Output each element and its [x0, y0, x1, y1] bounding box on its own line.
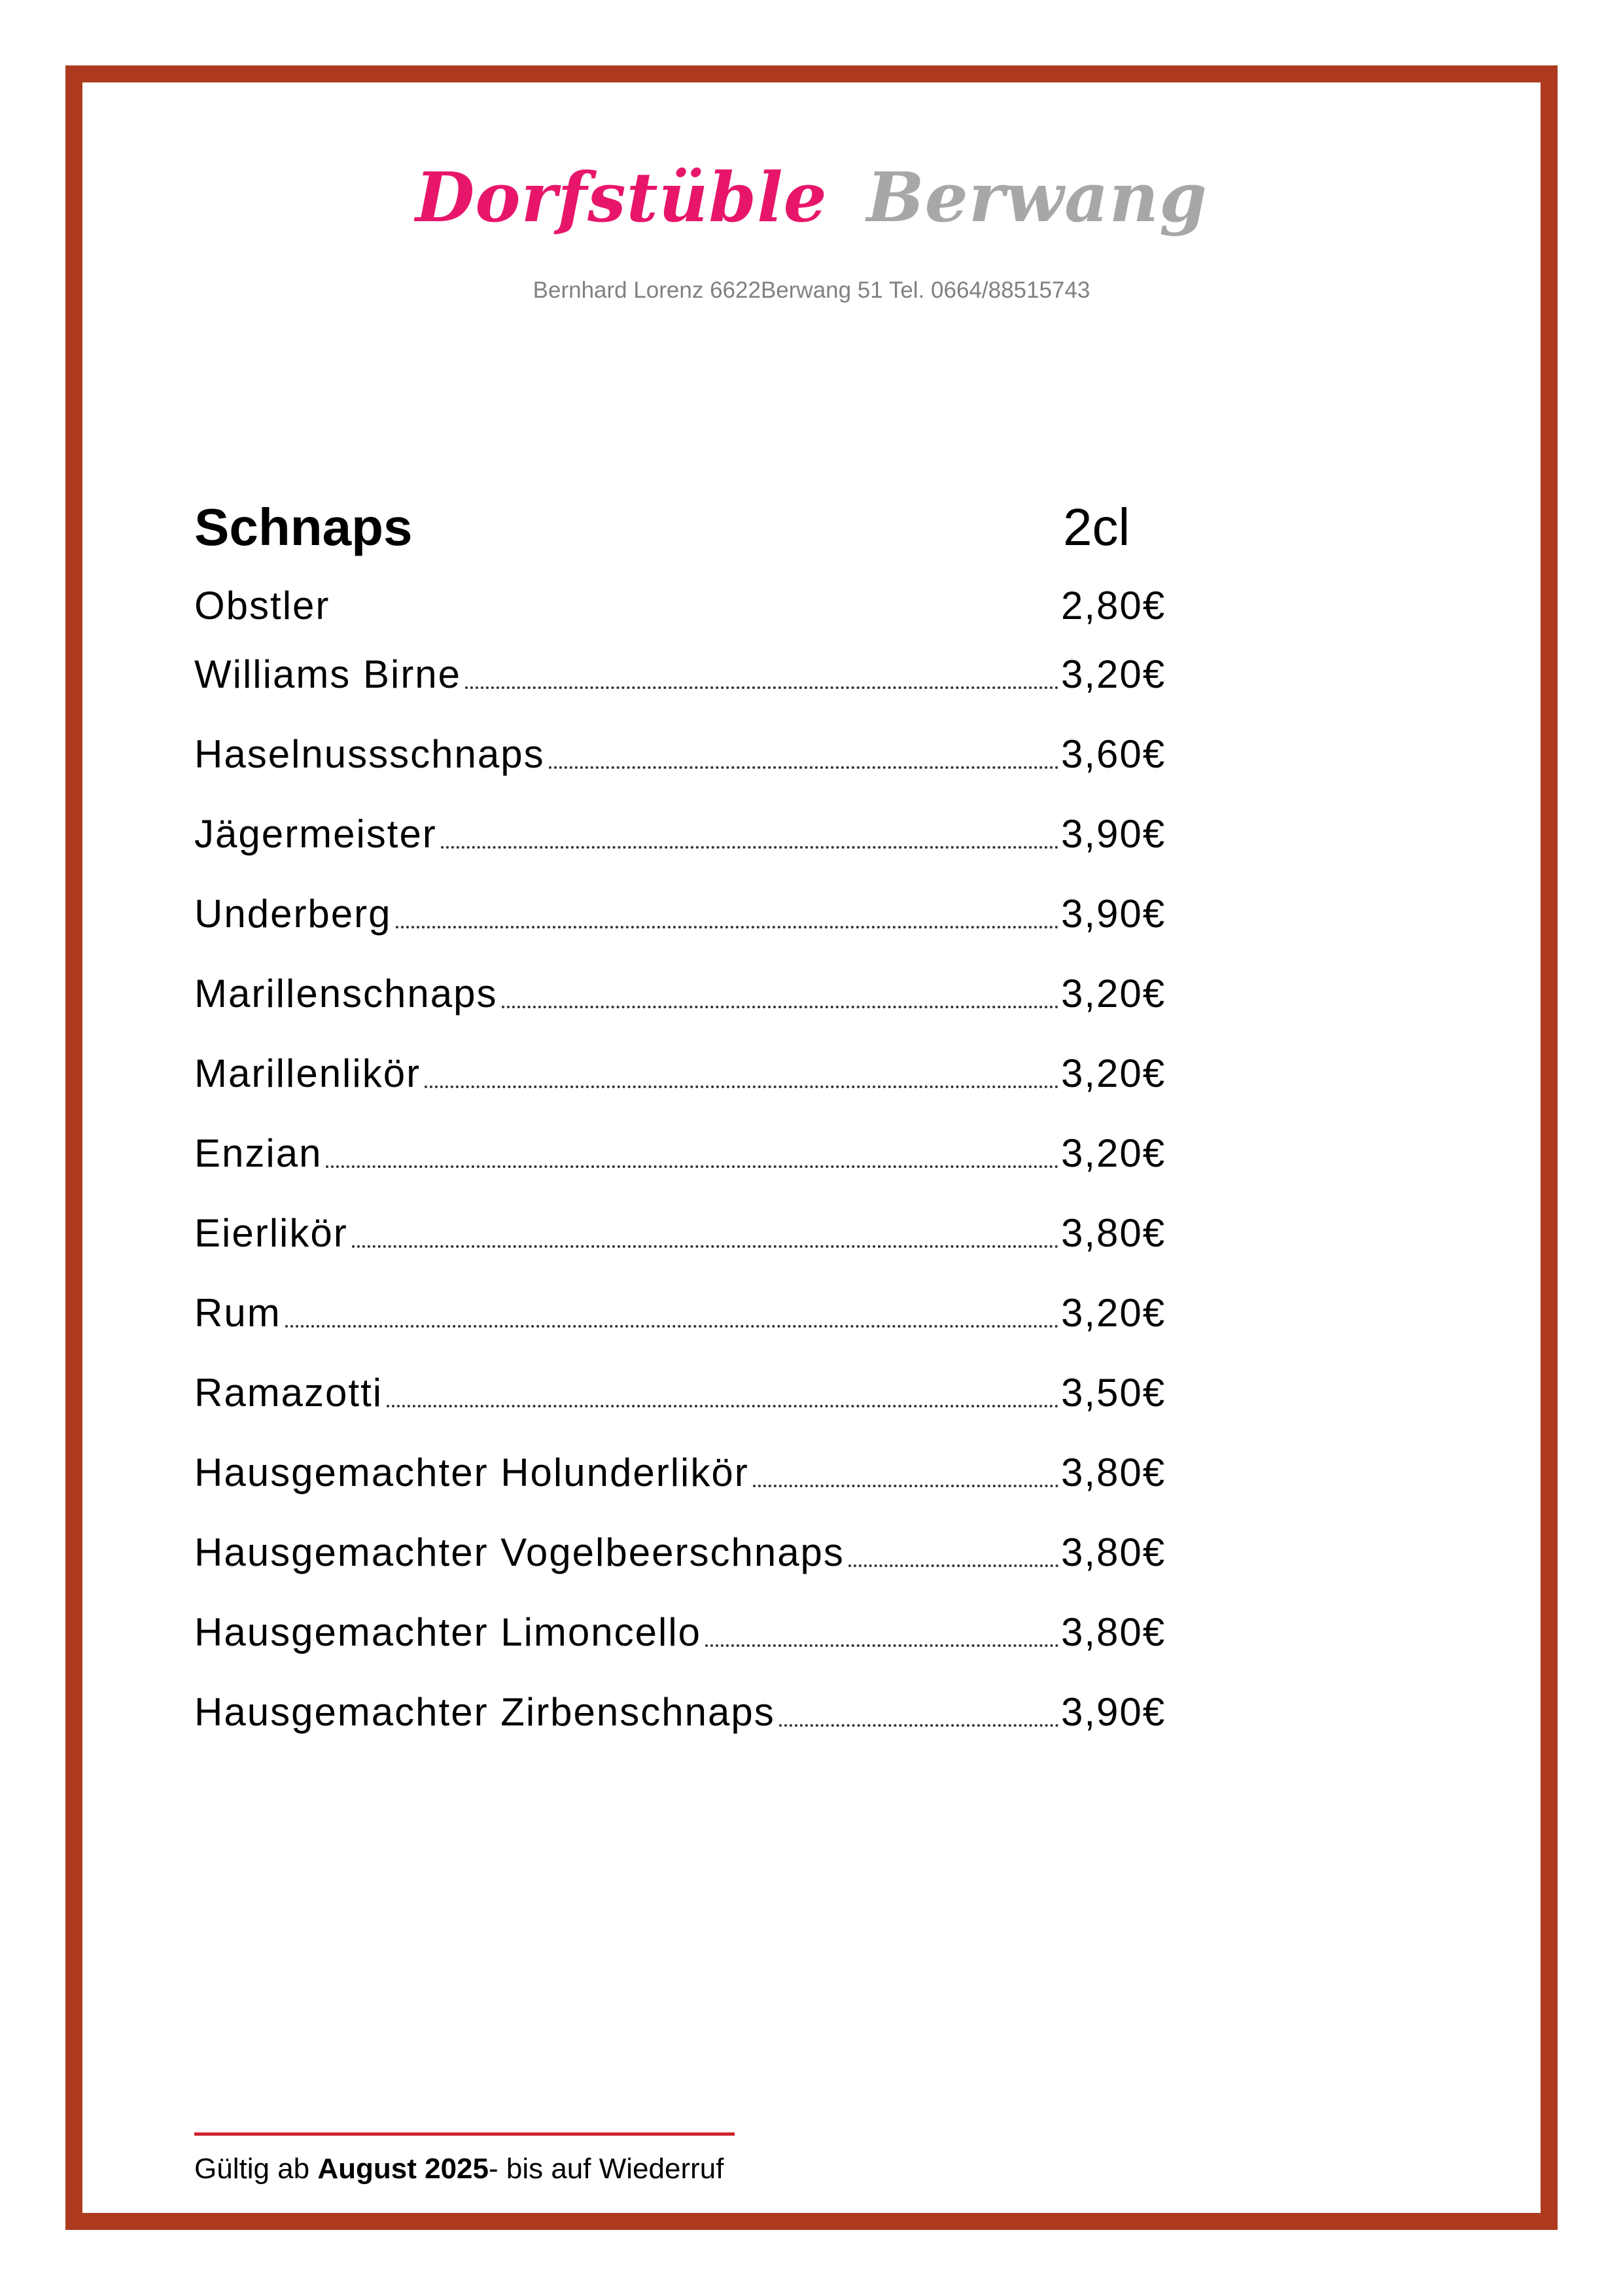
dot-leader: [326, 1165, 1058, 1168]
item-name: Enzian: [194, 1131, 323, 1175]
item-price: 3,20€: [1061, 972, 1166, 1016]
item-price: 3,90€: [1061, 1690, 1166, 1734]
menu-title: Schnaps: [194, 498, 413, 556]
item-price: 3,20€: [1061, 1291, 1166, 1335]
item-name: Eierlikör: [194, 1211, 348, 1255]
item-name: Hausgemachter Limoncello: [194, 1610, 702, 1654]
brand-logo: [0, 157, 1623, 238]
dot-leader: [502, 1006, 1058, 1008]
address-line: Bernhard Lorenz 6622Berwang 51 Tel. 0664/88515743: [532, 277, 1091, 303]
item-price: 3,90€: [1061, 892, 1166, 936]
dot-leader: [779, 1724, 1058, 1727]
brand-name-first: Dorfstüble: [415, 157, 828, 238]
list-item: [194, 1443, 1176, 1495]
list-item: [194, 884, 1176, 936]
list-item: [194, 724, 1176, 777]
dot-leader: [285, 1325, 1058, 1328]
item-name: Marillenlikör: [194, 1051, 421, 1095]
dot-leader: [705, 1644, 1058, 1647]
item-price: 3,80€: [1061, 1530, 1166, 1574]
item-name: Ramazotti: [194, 1371, 383, 1415]
validity-prefix: Gültig ab: [194, 2153, 318, 2185]
item-price: 3,80€: [1061, 1451, 1166, 1494]
validity-suffix: - bis auf Wiederruf: [488, 2153, 724, 2185]
list-item: [194, 576, 1176, 628]
item-name: Williams Birne: [194, 652, 462, 696]
item-name: Hausgemachter Vogelbeerschnaps: [194, 1530, 845, 1574]
dot-leader: [753, 1485, 1058, 1487]
item-price: 3,80€: [1061, 1211, 1166, 1255]
item-price: 3,80€: [1061, 1610, 1166, 1654]
list-item: [194, 1044, 1176, 1096]
list-item: [194, 645, 1176, 697]
item-name: Underberg: [194, 892, 392, 936]
item-price: 3,50€: [1061, 1371, 1166, 1415]
item-price: 3,60€: [1061, 732, 1166, 776]
item-name: Marillenschnaps: [194, 972, 498, 1016]
list-item: [194, 1682, 1176, 1735]
item-name: Obstler: [194, 584, 330, 627]
item-name: Hausgemachter Holunderlikör: [194, 1451, 749, 1494]
list-item: [194, 1602, 1176, 1655]
list-item: [194, 1123, 1176, 1176]
list-item: [194, 1203, 1176, 1256]
item-price: 2,80€: [1061, 584, 1166, 627]
list-item: [194, 1283, 1176, 1335]
dot-leader: [425, 1086, 1058, 1088]
dot-leader: [441, 846, 1058, 849]
validity-note: [194, 2153, 724, 2185]
list-item: [194, 804, 1176, 857]
validity-date: August 2025: [317, 2153, 489, 2185]
item-price: 3,20€: [1061, 652, 1166, 696]
item-price: 3,90€: [1061, 812, 1166, 856]
list-item: [194, 964, 1176, 1016]
item-name: Hausgemachter Zirbenschnaps: [194, 1690, 775, 1734]
dot-leader: [848, 1564, 1058, 1567]
dot-leader: [465, 686, 1058, 689]
item-name: Haselnussschnaps: [194, 732, 545, 776]
brand-name-second: Berwang: [866, 157, 1208, 238]
dot-leader: [396, 926, 1058, 928]
dot-leader: [549, 766, 1058, 769]
item-price: 3,20€: [1061, 1051, 1166, 1095]
list-item: [194, 1523, 1176, 1575]
footer-rule: [194, 2132, 735, 2136]
item-price: 3,20€: [1061, 1131, 1166, 1175]
item-name: Rum: [194, 1291, 281, 1335]
list-item: [194, 1363, 1176, 1415]
dot-leader: [352, 1245, 1058, 1248]
dot-leader: [387, 1405, 1058, 1407]
menu-unit: 2cl: [1063, 498, 1130, 556]
item-name: Jägermeister: [194, 812, 437, 856]
